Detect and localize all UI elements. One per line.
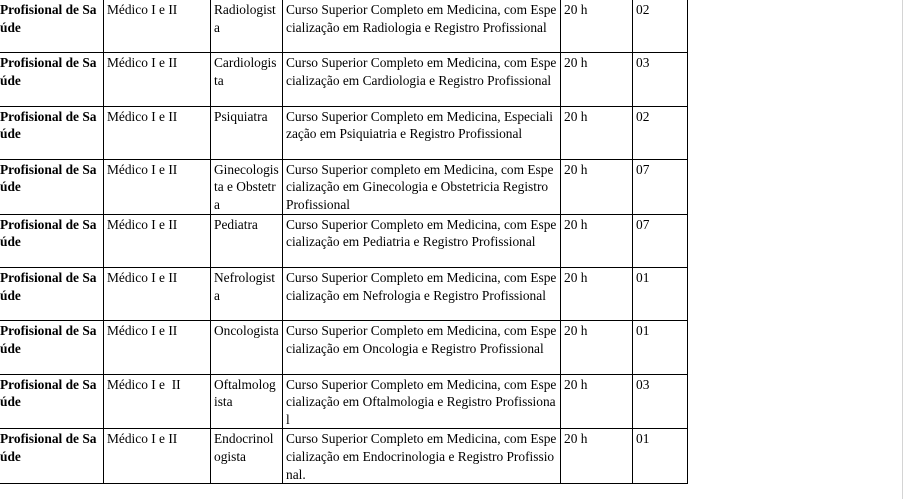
table-row bbox=[0, 429, 688, 484]
cell-cargo: Médico I e II bbox=[104, 321, 211, 374]
table-row bbox=[0, 374, 688, 429]
cell-categoria: Profisional de Saúde bbox=[0, 53, 104, 106]
cell-vagas: 01 bbox=[633, 267, 688, 320]
cell-vagas: 01 bbox=[633, 321, 688, 374]
cell-especialidade: Cardiologista bbox=[211, 53, 283, 106]
cell-categoria: Profisional de Saúde bbox=[0, 267, 104, 320]
table-row bbox=[0, 321, 688, 374]
cell-carga-horaria: 20 h bbox=[561, 0, 633, 53]
cell-categoria: Profisional de Saúde bbox=[0, 106, 104, 159]
cell-especialidade: Radiologista bbox=[211, 0, 283, 53]
cell-requisitos: Curso Superior Completo em Medicina, Especialização em Psiquiatria e Registro Profissional bbox=[283, 106, 561, 159]
cell-vagas: 01 bbox=[633, 429, 688, 484]
cell-categoria: Profisional de Saúde bbox=[0, 0, 104, 53]
cell-carga-horaria: 20 h bbox=[561, 214, 633, 267]
cell-carga-horaria: 20 h bbox=[561, 53, 633, 106]
cell-requisitos: Curso Superior Completo em Medicina, com Especialização em Oftalmologia e Registro Profissional bbox=[283, 374, 561, 429]
table-row bbox=[0, 159, 688, 214]
cell-vagas: 02 bbox=[633, 0, 688, 53]
cell-carga-horaria: 20 h bbox=[561, 106, 633, 159]
cell-cargo: Médico I e II bbox=[104, 267, 211, 320]
cell-vagas: 07 bbox=[633, 159, 688, 214]
cell-requisitos: Curso Superior completo em Medicina, com Especialização em Ginecologia e Obstetricia Registro Profissional bbox=[283, 159, 561, 214]
cell-especialidade: Oftalmologista bbox=[211, 374, 283, 429]
cell-carga-horaria: 20 h bbox=[561, 159, 633, 214]
cell-vagas: 02 bbox=[633, 106, 688, 159]
cell-categoria: Profisional de Saúde bbox=[0, 429, 104, 484]
cell-cargo: Médico I e II bbox=[104, 214, 211, 267]
cell-cargo: Médico I e II bbox=[104, 429, 211, 484]
cell-requisitos: Curso Superior Completo em Medicina, com Especialização em Pediatria e Registro Profissional bbox=[283, 214, 561, 267]
cell-carga-horaria: 20 h bbox=[561, 321, 633, 374]
cell-requisitos: Curso Superior Completo em Medicina, com Especialização em Nefrologia e Registro Profissional bbox=[283, 267, 561, 320]
table-row bbox=[0, 0, 688, 53]
cell-vagas: 03 bbox=[633, 53, 688, 106]
cell-especialidade: Ginecologista e Obstetra bbox=[211, 159, 283, 214]
cell-especialidade: Nefrologista bbox=[211, 267, 283, 320]
cell-vagas: 07 bbox=[633, 214, 688, 267]
cell-carga-horaria: 20 h bbox=[561, 429, 633, 484]
cell-especialidade: Pediatra bbox=[211, 214, 283, 267]
cell-especialidade: Endocrinologista bbox=[211, 429, 283, 484]
cell-cargo: Médico I e II bbox=[104, 374, 211, 429]
table-row bbox=[0, 267, 688, 320]
cell-vagas: 03 bbox=[633, 374, 688, 429]
table-row bbox=[0, 53, 688, 106]
cell-categoria: Profisional de Saúde bbox=[0, 374, 104, 429]
cell-cargo: Médico I e II bbox=[104, 0, 211, 53]
cell-categoria: Profisional de Saúde bbox=[0, 321, 104, 374]
cell-requisitos: Curso Superior Completo em Medicina, com Especialização em Cardiologia e Registro Profissional bbox=[283, 53, 561, 106]
cell-requisitos: Curso Superior Completo em Medicina, com Especialização em Oncologia e Registro Profissional bbox=[283, 321, 561, 374]
cell-carga-horaria: 20 h bbox=[561, 267, 633, 320]
cell-cargo: Médico I e II bbox=[104, 106, 211, 159]
cell-cargo: Médico I e II bbox=[104, 53, 211, 106]
cell-categoria: Profisional de Saúde bbox=[0, 214, 104, 267]
table-row bbox=[0, 106, 688, 159]
cell-carga-horaria: 20 h bbox=[561, 374, 633, 429]
cell-requisitos: Curso Superior Completo em Medicina, com Especialização em Endocrinologia e Registro Profissional. bbox=[283, 429, 561, 484]
page-edge-line bbox=[902, 0, 903, 499]
cell-requisitos: Curso Superior Completo em Medicina, com Especialização em Radiologia e Registro Profissional bbox=[283, 0, 561, 53]
cell-especialidade: Psiquiatra bbox=[211, 106, 283, 159]
cell-cargo: Médico I e II bbox=[104, 159, 211, 214]
table-row bbox=[0, 214, 688, 267]
cell-especialidade: Oncologista bbox=[211, 321, 283, 374]
cell-categoria: Profisional de Saúde bbox=[0, 159, 104, 214]
